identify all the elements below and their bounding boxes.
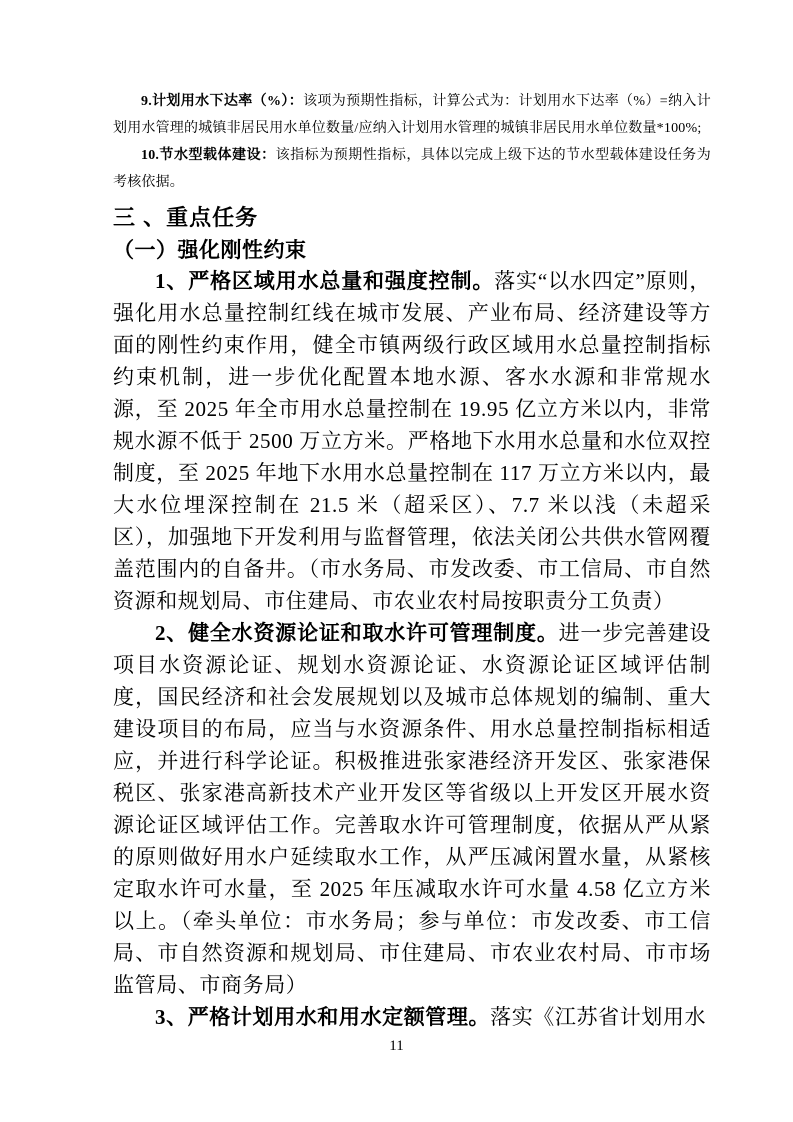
task-paragraph-3 — [113, 1001, 711, 1033]
task-paragraph-1 — [113, 265, 711, 617]
task-2-lead: 2、健全水资源论证和取水许可管理制度。 — [155, 621, 559, 645]
task-1-body: 落实“以水四定”原则，强化用水总量控制红线在城市发展、产业布局、经济建设等方面的刚性约束作用，健全市镇两级行政区域用水总量控制指标约束机制，进一步优化配置本地水源、客水水源和非常规水源，至 2025 年全市用水总量控制在 19.95 亿立方米以内，非常规水源不低于 2500 万立方米。严格地下水用水总量和水位双控制度，至 2025 年地下水用水总量控制在 117 万立方米以内，最大水位埋深控制在 21.5 米（超采区）、7.7 米以浅（未超采区），加强地下开发利用与监督管理，依法关闭公共供水管网覆盖范围内的自备井。（市水务局、市发改委、市工信局、市自然资源和规划局、市住建局、市农业农村局按职责分工负责） — [113, 269, 711, 613]
task-3-body: 落实《江苏省计划用水 — [490, 1005, 707, 1029]
note-10-label: 10.节水型载体建设： — [141, 148, 276, 163]
note-item-10 — [113, 142, 711, 196]
subsection-heading: （一）强化刚性约束 — [113, 238, 307, 262]
note-9-text: 该项为预期性指标，计算公式为：计划用水下达率（%）=纳入计划用水管理的城镇非居民用水单位数量/应纳入计划用水管理的城镇非居民用水单位数量*100%; — [113, 94, 711, 136]
note-9-label: 9.计划用水下达率（%）： — [141, 94, 304, 109]
page-number: 11 — [389, 1038, 404, 1054]
task-1-lead: 1、严格区域用水总量和强度控制。 — [155, 269, 495, 293]
task-2-body: 进一步完善建设项目水资源论证、规划水资源论证、水资源论证区域评估制度，国民经济和社会发展规划以及城市总体规划的编制、重大建设项目的布局，应当与水资源条件、用水总量控制指标相适应，并进行科学论证。积极推进张家港经济开发区、张家港保税区、张家港高新技术产业开发区等省级以上开发区开展水资源论证区域评估工作。完善取水许可管理制度，依据从严从紧的原则做好用水户延续取水工作，从严压减闲置水量，从紧核定取水许可水量，至 2025 年压减取水许可水量 4.58 亿立方米以上。（牵头单位：市水务局；参与单位：市发改委、市工信局、市自然资源和规划局、市住建局、市农业农村局、市市场监管局、市商务局） — [113, 621, 711, 997]
page-content — [113, 88, 711, 1033]
note-10-text: 该指标为预期性指标，具体以完成上级下达的节水型载体建设任务为考核依据。 — [113, 148, 712, 190]
note-item-9 — [113, 88, 711, 142]
section-heading: 三 、重点任务 — [113, 205, 259, 230]
task-3-lead: 3、严格计划用水和用水定额管理。 — [155, 1005, 491, 1029]
task-paragraph-2 — [113, 617, 711, 1001]
